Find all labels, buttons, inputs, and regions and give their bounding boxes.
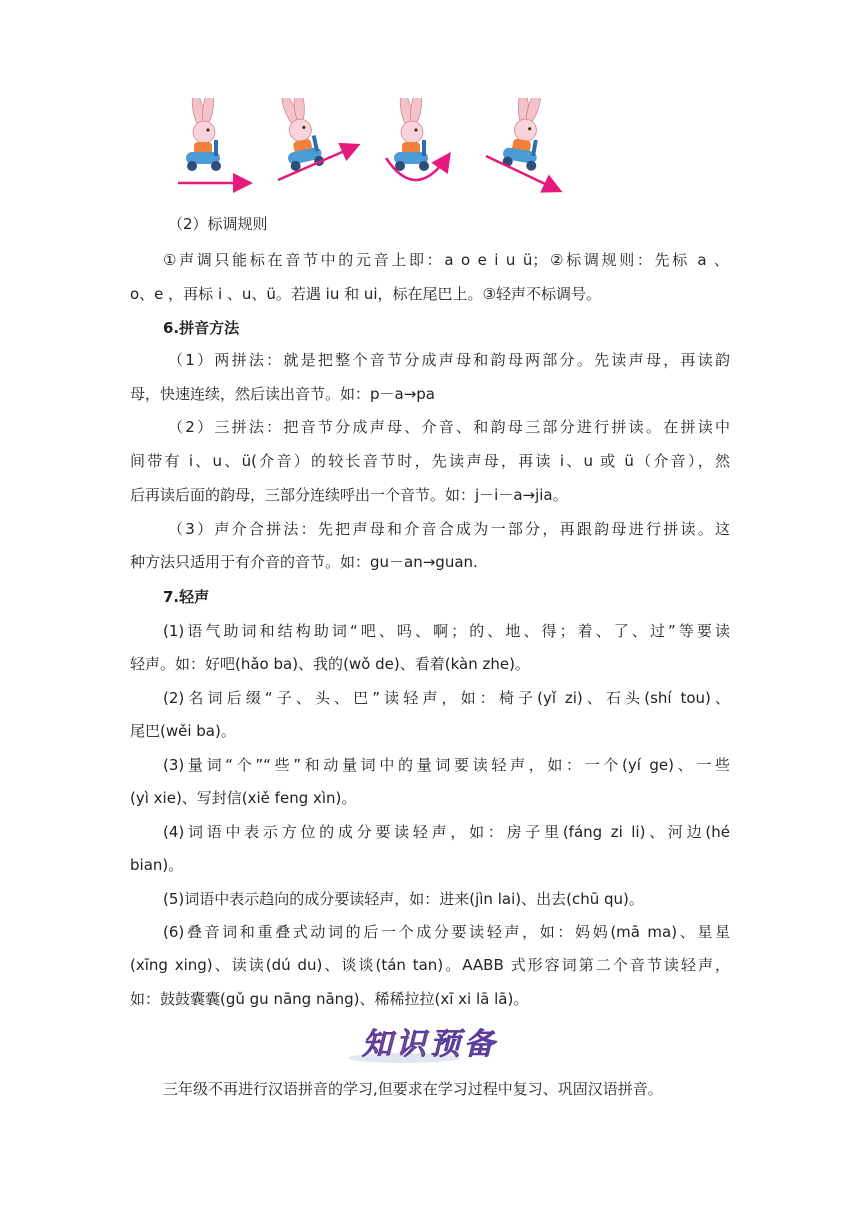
s7-item6-line-1: (6)叠音词和重叠式动词的后一个成分要读轻声，如：妈妈(mā ma)、星星: [163, 923, 730, 941]
s7-item4-line-2: bian)。: [130, 856, 184, 874]
rabbit-first-tone: [178, 98, 248, 183]
s6-p2-line-1: （2）三拼法：把音节分成声母、介音、和韵母三部分进行拼读。在拼读中: [168, 418, 730, 436]
s6-p2-line-3: 后再读后面的韵母，三部分连续呼出一个音节。如：j－i－a→jia。: [130, 486, 568, 504]
s7-item1-line-2: 轻声。如：好吧(hǎo ba)、我的(wǒ de)、看着(kàn zhe)。: [130, 655, 530, 673]
s7-item2-line-1: (2)名词后缀“子、头、巴”读轻声，如：椅子(yǐ zi)、石头(shí tou)、: [163, 689, 730, 707]
tone-illustration: [168, 98, 568, 198]
rule-line-2: o、e ，再标 i 、u、ü。若遇 iu 和 ui，标在尾巴上。③轻声不标调号。: [130, 285, 601, 303]
knowledge-prep-banner: [344, 1022, 516, 1066]
s7-item6-line-2: (xīng xing)、读读(dú du)、谈谈(tán tan)。AABB 式形容词第二个音节读轻声，: [130, 956, 730, 974]
s7-item1-line-1: (1)语气助词和结构助词“吧、吗、啊；的、地、得；着、了、过”等要读: [163, 622, 730, 640]
section-6-heading: 6.拼音方法: [163, 319, 240, 337]
s6-p1-line-2: 母，快速连续，然后读出音节。如：p－a→pa: [130, 385, 435, 403]
banner-text: 知识预备: [362, 1027, 498, 1062]
s6-p3-line-2: 种方法只适用于有介音的音节。如：gu－an→guan.: [130, 553, 478, 571]
s6-p1-line-1: （1）两拼法：就是把整个音节分成声母和韵母两部分。先读声母，再读韵: [168, 351, 730, 369]
rule-line-1: ①声调只能标在音节中的元音上即：a o e i u ü；②标调规则：先标 a 、: [163, 251, 729, 269]
rabbit-fourth-tone: [486, 98, 558, 190]
s7-item3-line-2: (yì xie)、写封信(xiě feng xìn)。: [130, 789, 357, 807]
tone-rabbits-image: [168, 98, 568, 198]
s7-item5-line-1: (5)词语中表示趋向的成分要读轻声，如：进来(jìn lai)、出去(chū qu)。: [163, 890, 644, 908]
s7-item4-line-1: (4)词语中表示方位的成分要读轻声，如：房子里(fáng zi li)、河边(hé: [163, 823, 730, 841]
rule-title: （2）标调规则: [168, 215, 268, 233]
final-paragraph: 三年级不再进行汉语拼音的学习,但要求在学习过程中复习、巩固汉语拼音。: [163, 1080, 663, 1098]
rabbit-third-tone: [386, 98, 448, 180]
rabbit-second-tone: [274, 98, 356, 180]
s6-p2-line-2: 间带有 i、u、ü(介音）的较长音节时，先读声母，再读 i、u 或 ü（介音），然: [130, 452, 730, 470]
s7-item3-line-1: (3)量词“个”“些”和动量词中的量词要读轻声，如：一个(yí ge)、一些: [163, 756, 730, 774]
s6-p3-line-1: （3）声介合拼法：先把声母和介音合成为一部分，再跟韵母进行拼读。这: [168, 520, 730, 538]
section-7-heading: 7.轻声: [163, 588, 210, 606]
s7-item2-line-2: 尾巴(wěi ba)。: [130, 722, 236, 740]
s7-item6-line-3: 如：鼓鼓囊囊(gǔ gu nāng nāng)、稀稀拉拉(xī xi lā lā)。: [130, 990, 529, 1008]
